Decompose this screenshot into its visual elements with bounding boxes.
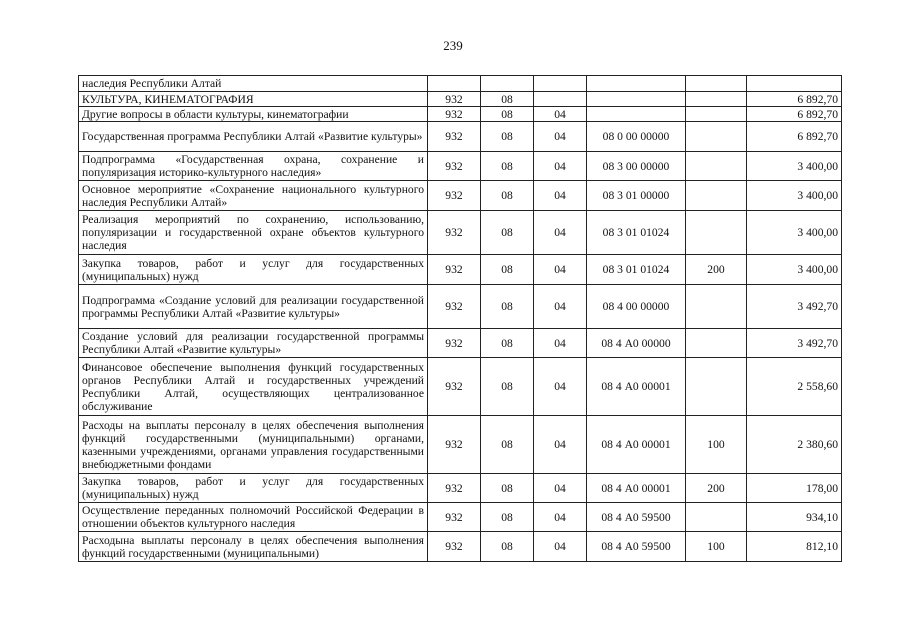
table-row <box>79 211 842 255</box>
section-code: 08 <box>481 255 534 285</box>
amount: 2 380,60 <box>747 416 842 474</box>
amount: 6 892,70 <box>747 107 842 122</box>
table-row <box>79 122 842 152</box>
target-article-code: 08 3 01 00000 <box>587 181 686 211</box>
ministry-code: 932 <box>428 255 481 285</box>
expense-type-code: 100 <box>686 532 747 562</box>
expense-name: Другие вопросы в области культуры, кинематографии <box>79 107 428 122</box>
section-code: 08 <box>481 358 534 416</box>
amount: 3 492,70 <box>747 285 842 329</box>
target-article-code: 08 4 А0 00001 <box>587 474 686 503</box>
amount: 934,10 <box>747 503 842 532</box>
target-article-code: 08 3 00 00000 <box>587 152 686 181</box>
subsection-code: 04 <box>534 107 587 122</box>
target-article-code <box>587 76 686 92</box>
amount: 6 892,70 <box>747 92 842 107</box>
section-code: 08 <box>481 285 534 329</box>
section-code: 08 <box>481 211 534 255</box>
table-row <box>79 285 842 329</box>
target-article-code: 08 4 А0 00001 <box>587 416 686 474</box>
subsection-code: 04 <box>534 255 587 285</box>
section-code: 08 <box>481 532 534 562</box>
amount: 6 892,70 <box>747 122 842 152</box>
section-code: 08 <box>481 329 534 358</box>
target-article-code: 08 4 00 00000 <box>587 285 686 329</box>
subsection-code: 04 <box>534 474 587 503</box>
expense-type-code <box>686 285 747 329</box>
ministry-code: 932 <box>428 211 481 255</box>
target-article-code: 08 3 01 01024 <box>587 211 686 255</box>
amount: 3 400,00 <box>747 152 842 181</box>
ministry-code: 932 <box>428 181 481 211</box>
subsection-code: 04 <box>534 122 587 152</box>
ministry-code: 932 <box>428 474 481 503</box>
table-row <box>79 474 842 503</box>
expense-name: Расходы на выплаты персоналу в целях обеспечения выполнения функций государственными (муниципальными) органами, казенными учреждениями, органами управления государственными внебюджетными фондами <box>79 416 428 474</box>
ministry-code: 932 <box>428 503 481 532</box>
subsection-code: 04 <box>534 329 587 358</box>
amount: 812,10 <box>747 532 842 562</box>
amount: 2 558,60 <box>747 358 842 416</box>
expense-name: Закупка товаров, работ и услуг для государственных (муниципальных) нужд <box>79 255 428 285</box>
expense-type-code <box>686 92 747 107</box>
expense-name: наследия Республики Алтай <box>79 76 428 92</box>
target-article-code: 08 3 01 01024 <box>587 255 686 285</box>
section-code: 08 <box>481 416 534 474</box>
section-code: 08 <box>481 181 534 211</box>
ministry-code: 932 <box>428 416 481 474</box>
expense-type-code <box>686 107 747 122</box>
subsection-code: 04 <box>534 416 587 474</box>
amount: 3 400,00 <box>747 255 842 285</box>
subsection-code: 04 <box>534 211 587 255</box>
expense-type-code <box>686 358 747 416</box>
expense-type-code <box>686 76 747 92</box>
amount: 178,00 <box>747 474 842 503</box>
expense-name: Расходына выплаты персоналу в целях обеспечения выполнения функций государственными (муниципальными) <box>79 532 428 562</box>
table-row <box>79 255 842 285</box>
budget-table <box>78 75 842 562</box>
expense-name: Финансовое обеспечение выполнения функций государственных органов Республики Алтай и государственных учреждений Республики Алтай, осуществляющих централизованное обслуживание <box>79 358 428 416</box>
subsection-code: 04 <box>534 285 587 329</box>
ministry-code: 932 <box>428 152 481 181</box>
budget-table-body <box>79 76 842 562</box>
ministry-code: 932 <box>428 122 481 152</box>
expense-name: Основное мероприятие «Сохранение национального культурного наследия Республики Алтай» <box>79 181 428 211</box>
table-row <box>79 181 842 211</box>
ministry-code: 932 <box>428 92 481 107</box>
expense-type-code: 200 <box>686 474 747 503</box>
section-code: 08 <box>481 474 534 503</box>
target-article-code: 08 4 А0 00000 <box>587 329 686 358</box>
expense-type-code <box>686 503 747 532</box>
ministry-code <box>428 76 481 92</box>
section-code: 08 <box>481 152 534 181</box>
ministry-code: 932 <box>428 358 481 416</box>
target-article-code: 08 4 А0 00001 <box>587 358 686 416</box>
section-code: 08 <box>481 122 534 152</box>
subsection-code: 04 <box>534 181 587 211</box>
expense-type-code <box>686 181 747 211</box>
target-article-code: 08 4 А0 59500 <box>587 532 686 562</box>
ministry-code: 932 <box>428 285 481 329</box>
amount: 3 400,00 <box>747 211 842 255</box>
expense-name: Осуществление переданных полномочий Российской Федерации в отношении объектов культурного наследия <box>79 503 428 532</box>
expense-name: Подпрограмма «Создание условий для реализации государственной программы Республики Алтай «Развитие культуры» <box>79 285 428 329</box>
expense-name: Подпрограмма «Государственная охрана, сохранение и популяризация историко-культурного наследия» <box>79 152 428 181</box>
table-row <box>79 92 842 107</box>
subsection-code <box>534 92 587 107</box>
ministry-code: 932 <box>428 532 481 562</box>
expense-type-code: 200 <box>686 255 747 285</box>
table-row <box>79 329 842 358</box>
ministry-code: 932 <box>428 329 481 358</box>
table-row <box>79 503 842 532</box>
subsection-code: 04 <box>534 152 587 181</box>
section-code: 08 <box>481 503 534 532</box>
subsection-code: 04 <box>534 503 587 532</box>
target-article-code <box>587 92 686 107</box>
target-article-code: 08 4 А0 59500 <box>587 503 686 532</box>
expense-name: КУЛЬТУРА, КИНЕМАТОГРАФИЯ <box>79 92 428 107</box>
table-row <box>79 358 842 416</box>
ministry-code: 932 <box>428 107 481 122</box>
expense-type-code <box>686 329 747 358</box>
amount: 3 492,70 <box>747 329 842 358</box>
target-article-code: 08 0 00 00000 <box>587 122 686 152</box>
table-row <box>79 152 842 181</box>
subsection-code <box>534 76 587 92</box>
expense-name: Реализация мероприятий по сохранению, использованию, популяризации и государственной охране объектов культурного наследия <box>79 211 428 255</box>
page-number: 239 <box>443 38 463 53</box>
amount: 3 400,00 <box>747 181 842 211</box>
expense-type-code <box>686 122 747 152</box>
expense-type-code <box>686 152 747 181</box>
target-article-code <box>587 107 686 122</box>
table-row <box>79 416 842 474</box>
section-code: 08 <box>481 92 534 107</box>
subsection-code: 04 <box>534 532 587 562</box>
table-row <box>79 107 842 122</box>
expense-type-code: 100 <box>686 416 747 474</box>
expense-name: Закупка товаров, работ и услуг для государственных (муниципальных) нужд <box>79 474 428 503</box>
section-code <box>481 76 534 92</box>
table-row <box>79 76 842 92</box>
subsection-code: 04 <box>534 358 587 416</box>
amount <box>747 76 842 92</box>
expense-type-code <box>686 211 747 255</box>
expense-name: Государственная программа Республики Алтай «Развитие культуры» <box>79 122 428 152</box>
section-code: 08 <box>481 107 534 122</box>
table-row <box>79 532 842 562</box>
expense-name: Создание условий для реализации государственной программы Республики Алтай «Развитие культуры» <box>79 329 428 358</box>
